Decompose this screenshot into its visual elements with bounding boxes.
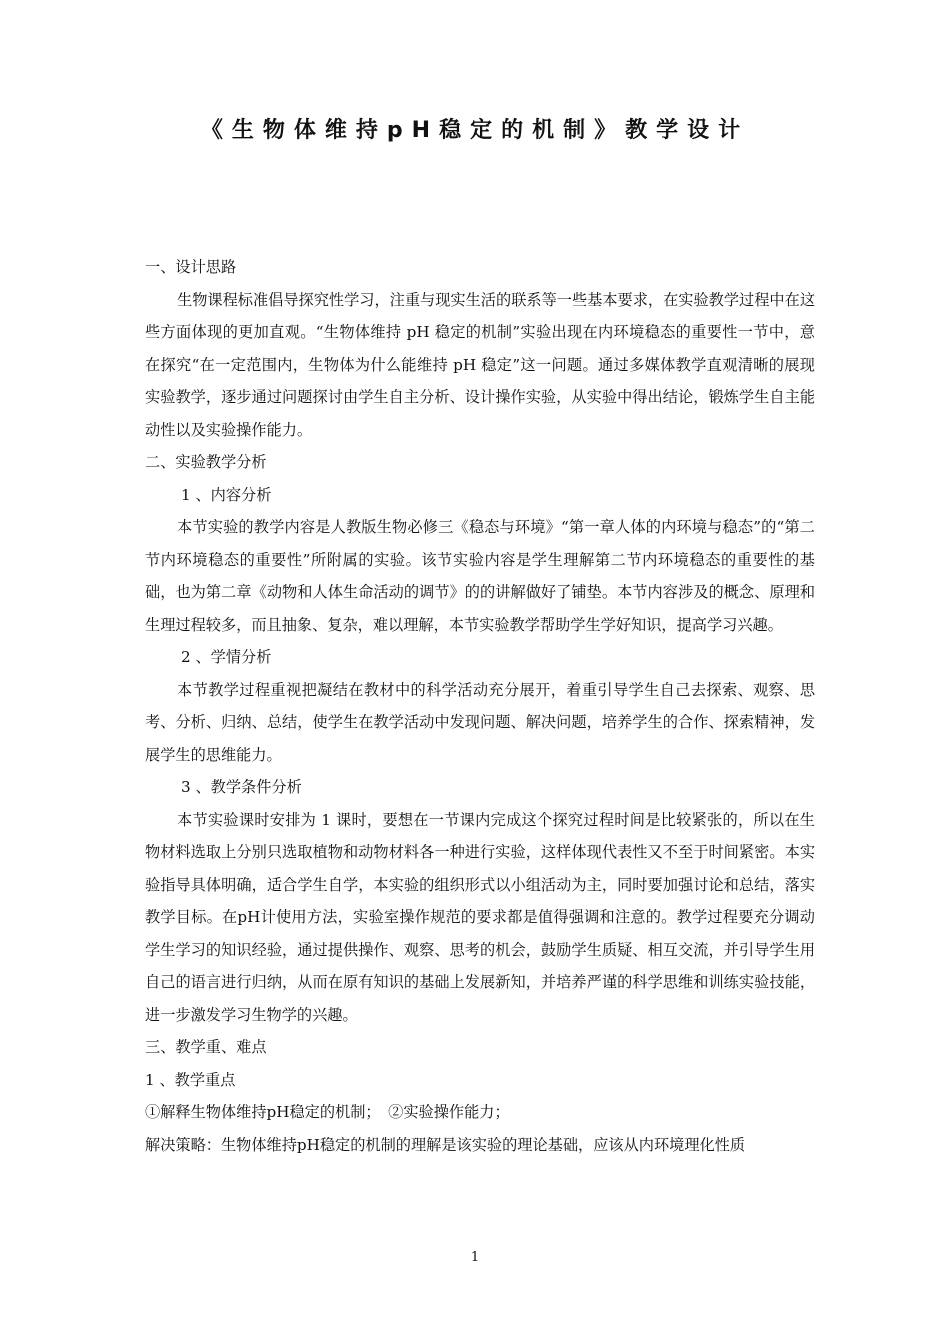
- subsection-heading: 3 、教学条件分析: [181, 778, 302, 796]
- paragraph: 本节实验课时安排为 1 课时，要想在一节课内完成这个探究过程时间是比较紧张的，所以在生物材料选取上分别只选取植物和动物材料各一种进行实验，这样体现代表性又不至于时间紧密。本实验指导具体明确，适合学生自学，本实验的组织形式以小组活动为主，同时要加强讨论和总结，落实教学目标。在pH计使用方法，实验室操作规范的要求都是值得强调和注意的。教学过程要充分调动学生学习的知识经验，通过提供操作、观察、思考的机会，鼓励学生质疑、相互交流，并引导学生用自己的语言进行归纳，从而在原有知识的基础上发展新知，并培养严谨的科学思维和训练实验技能，进一步激发学习生物学的兴趣。: [145, 810, 815, 1024]
- strategy-line: 解决策略：生物体维持pH稳定的机制的理解是该实验的理论基础，应该从内环境理化性质: [145, 1135, 746, 1154]
- paragraph: 本节教学过程重视把凝结在教材中的科学活动充分展开，着重引导学生自己去探索、观察、思考、分析、归纳、总结，使学生在教学活动中发现问题、解决问题，培养学生的合作、探索精神，发展学生的思维能力。: [145, 680, 815, 764]
- subsection-heading: 1 、教学重点: [145, 1070, 236, 1089]
- list-item: ①解释生物体维持pH稳定的机制； ②实验操作能力；: [145, 1103, 510, 1121]
- paragraph: 生物课程标准倡导探究性学习，注重与现实生活的联系等一些基本要求，在实验教学过程中在这些方面体现的更加直观。“生物体维持 pH 稳定的机制”实验出现在内环境稳态的重要性一节中，意在探究“在一定范围内，生物体为什么能维持 pH 稳定”这一问题。通过多媒体教学直观清晰的展现实验教学，逐步通过问题探讨由学生自主分析、设计操作实验，从实验中得出结论，锻炼学生自主能动性以及实验操作能力。: [145, 290, 815, 439]
- subsection-heading: 2 、学情分析: [181, 648, 272, 666]
- page-title: 《生物体维持pH稳定的机制》教学设计: [200, 118, 750, 143]
- section-heading: 二、实验教学分析: [145, 453, 267, 471]
- paragraph: 本节实验的教学内容是人教版生物必修三《稳态与环境》“第一章人体的内环境与稳态”的“第二节内环境稳态的重要性”所附属的实验。该节实验内容是学生理解第二节内环境稳态的重要性的基础，也为第二章《动物和人体生命活动的调节》的的讲解做好了铺垫。本节内容涉及的概念、原理和生理过程较多，而且抽象、复杂，难以理解，本节实验教学帮助学生学好知识，提高学习兴趣。: [145, 518, 815, 634]
- subsection-heading: 1 、内容分析: [181, 485, 272, 504]
- section-heading: 一、设计思路: [145, 258, 237, 276]
- document-body: [145, 251, 815, 1161]
- section-heading: 三、教学重、难点: [145, 1038, 267, 1056]
- page-number: 1: [470, 1250, 480, 1265]
